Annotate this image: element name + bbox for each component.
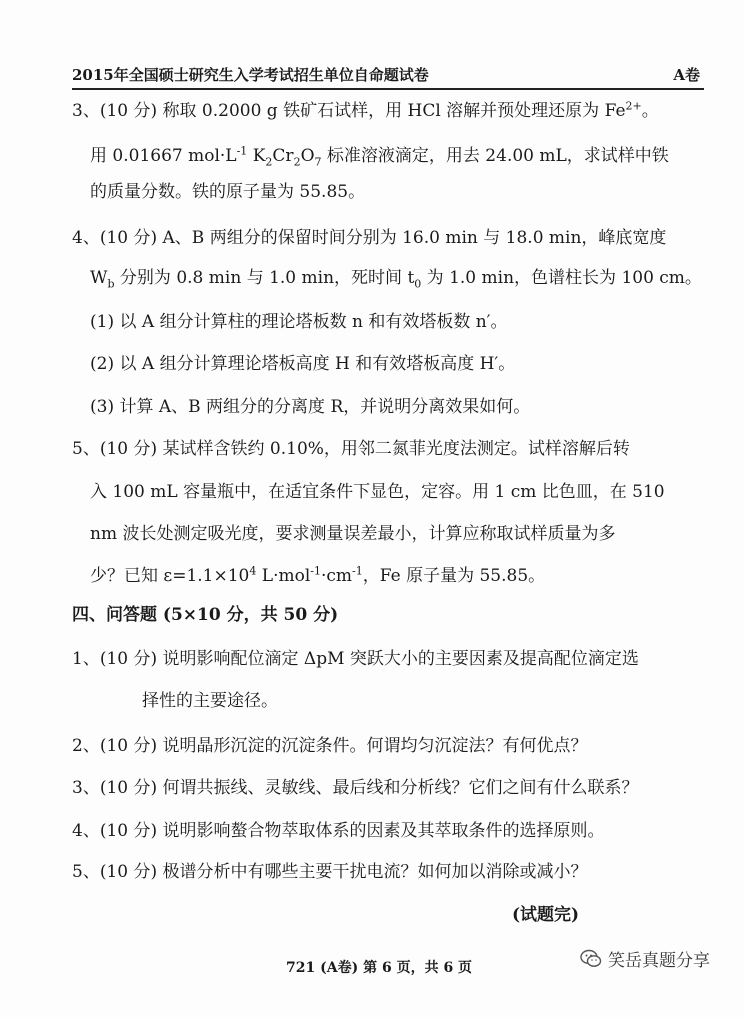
paper-label: A卷 xyxy=(673,66,700,84)
wechat-icon xyxy=(580,949,602,969)
qa-3: 3、(10 分) 何谓共振线、灵敏线、最后线和分析线？它们之间有什么联系？ xyxy=(72,778,639,798)
q5-line-2: 入 100 mL 容量瓶中，在适宜条件下显色，定容。用 1 cm 比色皿，在 510 xyxy=(90,482,665,502)
page-footer: 721 (A卷) 第 6 页，共 6 页 xyxy=(286,960,473,976)
exam-title: 2015年全国硕士研究生入学考试招生单位自命题试卷 xyxy=(72,66,429,84)
q4-part-1: (1) 以 A 组分计算柱的理论塔板数 n 和有效塔板数 n′。 xyxy=(90,312,508,332)
watermark-text: 笑岳真题分享 xyxy=(608,951,710,971)
q5-line-3: nm 波长处测定吸光度，要求测量误差最小，计算应称取试样质量为多 xyxy=(90,524,616,544)
q5-line-1: 5、(10 分) 某试样含铁约 0.10%，用邻二氮菲光度法测定。试样溶解后转 xyxy=(72,439,630,459)
q5-line-4: 少？已知 $\varepsilon=1.1\times 10^4$ $L\cdot mol^{-1}\cdot cm^{-1}$，Fe 原子量为 55.85。 xyxy=(90,564,546,586)
q3-line-3: 的质量分数。铁的原子量为 55.85。 xyxy=(90,182,366,202)
qa-1-line-2: 择性的主要途径。 xyxy=(142,691,278,711)
q4-part-3: (3) 计算 A、B 两组分的分离度 R，并说明分离效果如何。 xyxy=(90,397,531,417)
end-marker: (试题完) xyxy=(512,905,580,925)
qa-5: 5、(10 分) 极谱分析中有哪些主要干扰电流？如何加以消除或减小？ xyxy=(72,862,588,882)
q3-line-2: 用 0.01667 $mol\cdot L^{-1}$ $K_2Cr_2O_7$ 标准溶液滴定，用去 24.00 mL，求试样中铁 xyxy=(90,144,669,169)
section-4-heading: 四、问答题 (5×10 分，共 50 分) xyxy=(72,605,339,625)
watermark xyxy=(580,946,710,971)
q4-part-2: (2) 以 A 组分计算理论塔板高度 H 和有效塔板高度 H′。 xyxy=(90,354,516,374)
page-header xyxy=(72,62,704,90)
q4-line-1: 4、(10 分) A、B 两组分的保留时间分别为 16.0 min 与 18.0 min，峰底宽度 xyxy=(72,228,667,248)
q4-line-2: $W_b$ 分别为 0.8 min 与 1.0 min，死时间 $t_0$ 为 1.0 min，色谱柱长为 100 cm。 xyxy=(90,268,702,291)
q3-line-1: 3、(10 分) 称取 0.2000 g 铁矿石试样，用 HCl 溶解并预处理还原为 $Fe^{2+}$。 xyxy=(72,99,659,121)
qa-2: 2、(10 分) 说明晶形沉淀的沉淀条件。何谓均匀沉淀法？有何优点？ xyxy=(72,736,588,756)
qa-4: 4、(10 分) 说明影响螯合物萃取体系的因素及其萃取条件的选择原则。 xyxy=(72,821,605,841)
qa-1-line-1: 1、(10 分) 说明影响配位滴定 ΔpM 突跃大小的主要因素及提高配位滴定选 xyxy=(72,649,639,669)
